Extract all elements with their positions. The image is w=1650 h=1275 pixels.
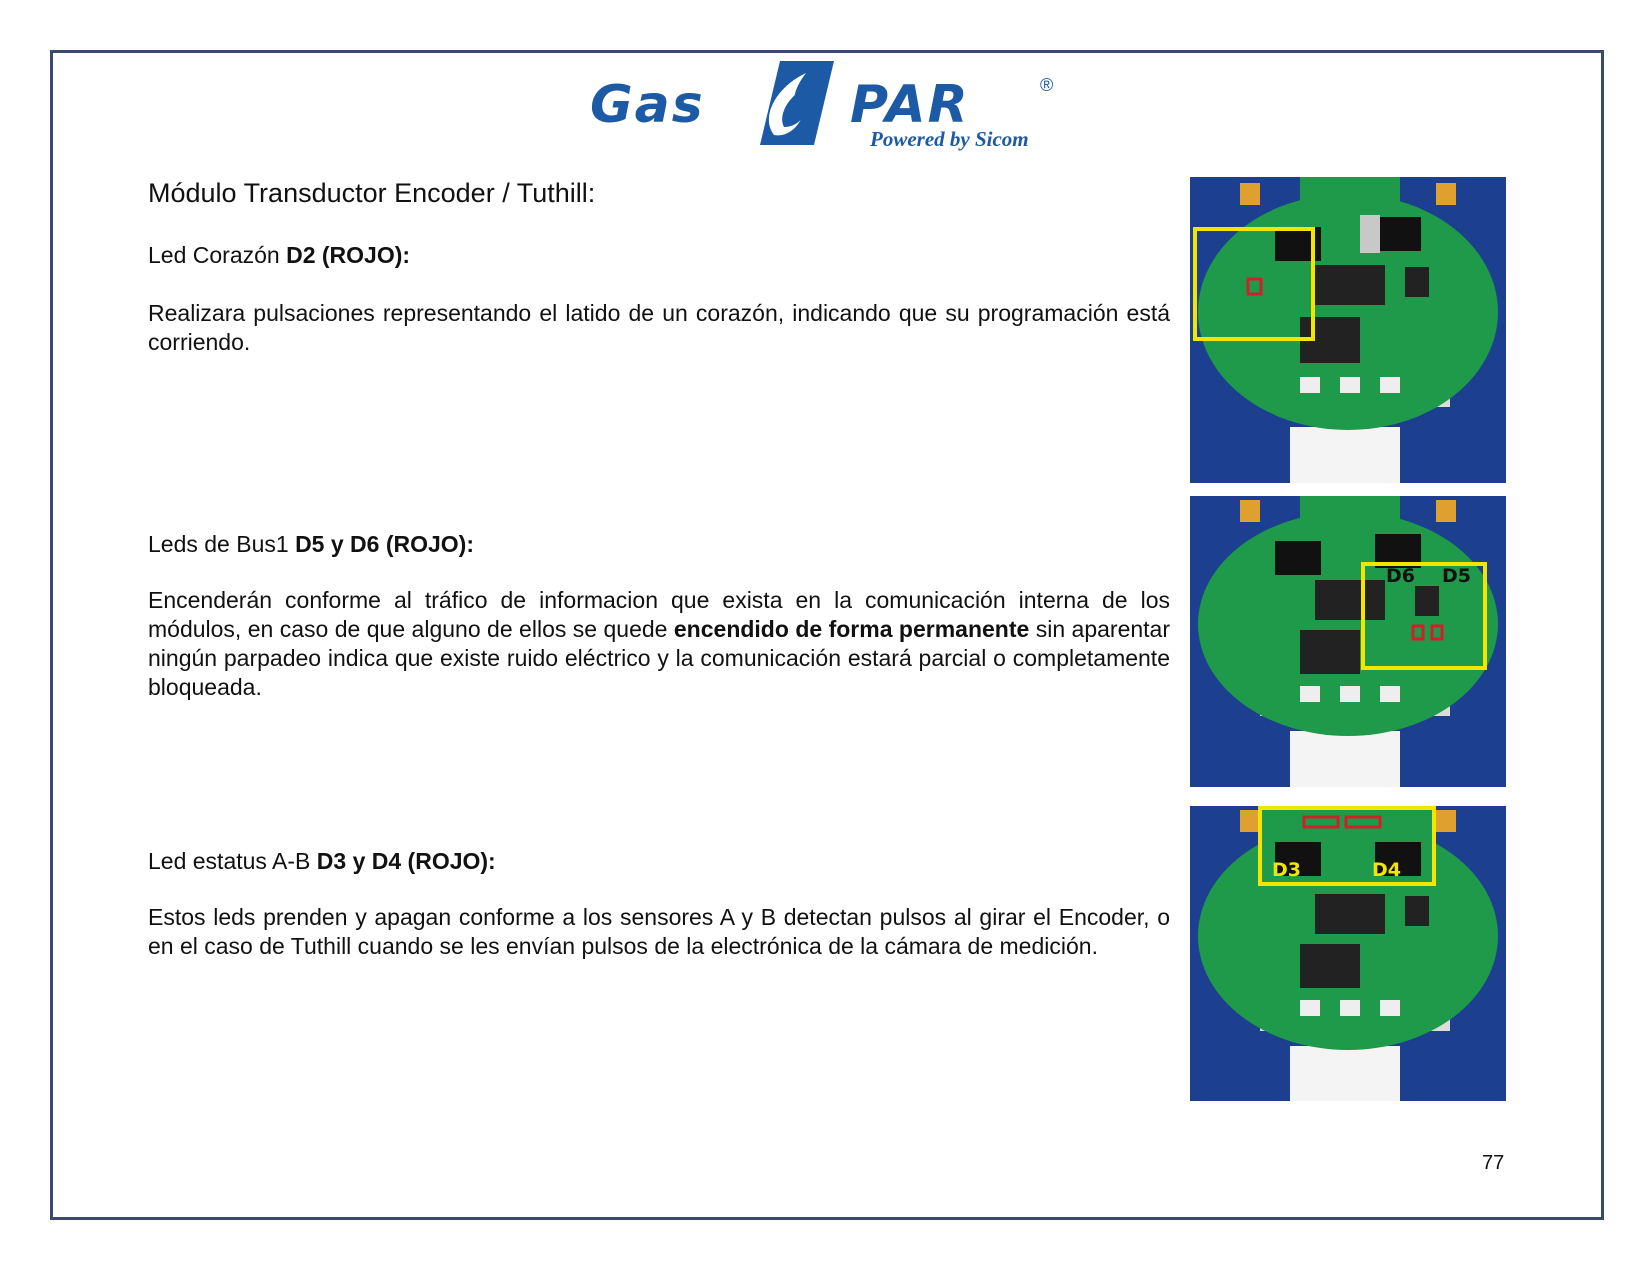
section-body-d3-d4: Estos leds prenden y apagan conforme a los sensores A y B detectan pulsos al girar el Encoder, o en el caso de Tuthill cuando se les envían pulsos de la electrónica de la cámara de medición.: [148, 904, 1170, 959]
heading-text: Led estatus A-B: [148, 848, 317, 874]
flame-logo-icon: [740, 57, 836, 149]
section-heading-d2: [148, 242, 410, 269]
board-photo-d3-d4: [1190, 806, 1506, 1101]
gaspar-logo: [580, 55, 1060, 155]
heading-text: Led Corazón: [148, 242, 287, 268]
section-heading-d5-d6: [148, 531, 474, 558]
board-photo-d2: [1190, 177, 1506, 483]
led-label-d5: D5: [1442, 565, 1471, 587]
pcb-board-image: [1190, 806, 1506, 1101]
pcb-board-image: [1190, 496, 1506, 787]
page-title: Módulo Transductor Encoder / Tuthill:: [148, 178, 596, 208]
body-text: sin aparentar ningún parpadeo indica que existe ruido eléctrico y la comunicación estará parcial o completamente bloqueada.: [148, 616, 1171, 700]
section-body-d2: Realizara pulsaciones representando el latido de un corazón, indicando que su programación está corriendo.: [148, 300, 1170, 355]
led-label-d6: D6: [1386, 565, 1415, 587]
heading-bold-text: D2 (ROJO):: [286, 242, 411, 268]
logo-word-gas: Gas: [590, 75, 705, 135]
page-number: 77: [1482, 1152, 1505, 1174]
logo-word-par: PAR: [850, 75, 970, 135]
logo-tagline: Powered by Sicom: [870, 127, 1029, 151]
heading-bold-text: D5 y D6 (ROJO):: [295, 531, 474, 557]
section-body-d5-d6: [148, 586, 1170, 702]
pcb-board-image: [1190, 177, 1506, 483]
led-label-d3: D3: [1272, 859, 1301, 881]
heading-bold-text: D3 y D4 (ROJO):: [316, 848, 496, 874]
heading-text: Leds de Bus1: [148, 531, 296, 557]
registered-mark: ®: [1040, 75, 1054, 95]
board-photo-d5-d6: [1190, 496, 1506, 787]
body-text: Encenderán conforme al tráfico de informacion que exista en la comunicación interna de los módulos, en caso de que alguno de ellos se quede: [148, 587, 1170, 642]
section-heading-d3-d4: [148, 848, 496, 875]
body-bold-text: encendido de forma permanente: [673, 616, 1030, 642]
led-label-d4: D4: [1372, 859, 1401, 881]
